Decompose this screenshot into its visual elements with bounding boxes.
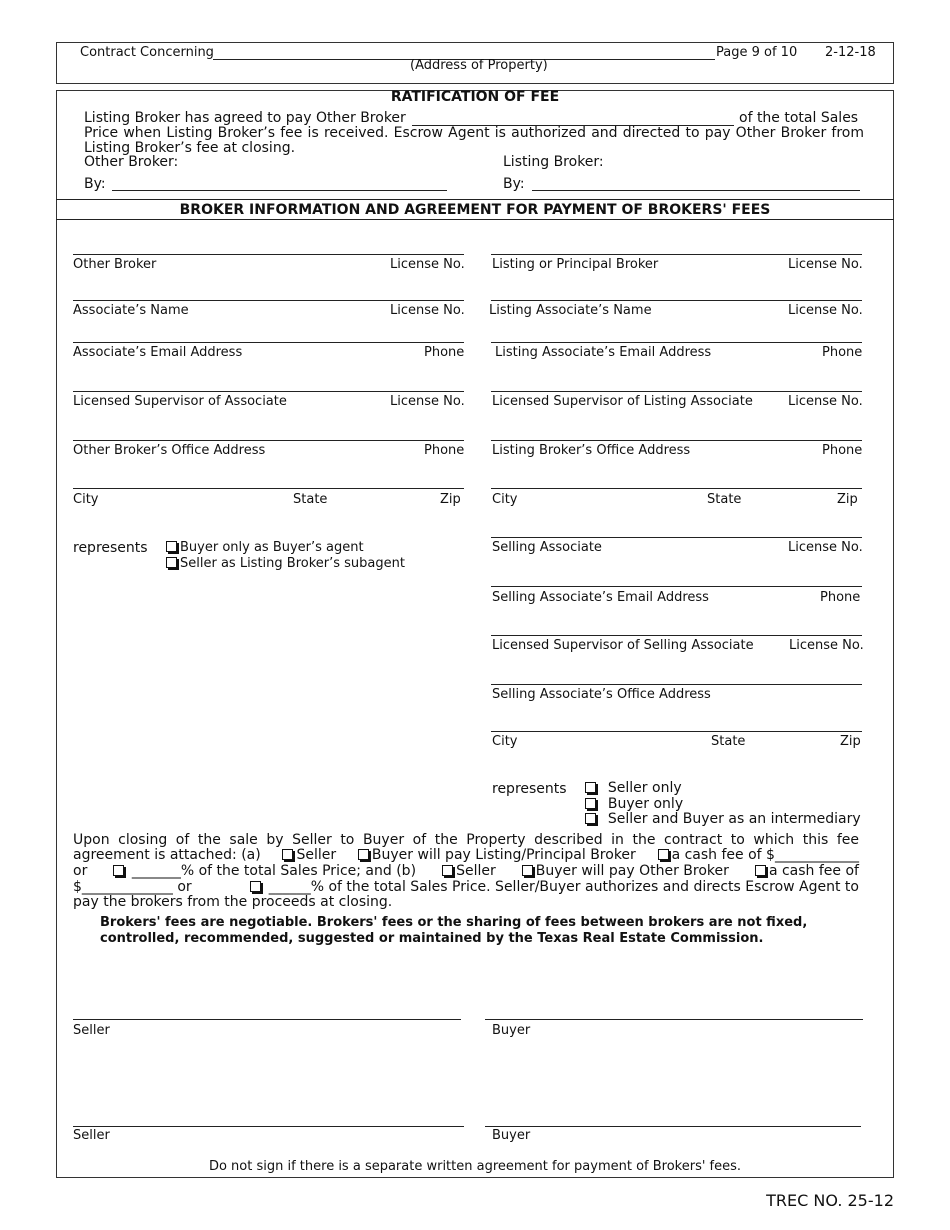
associate-phone-label: Phone — [424, 345, 465, 360]
other-broker-license-label: License No. — [390, 257, 465, 272]
agreement-line4-a: $_____________ or — [73, 879, 192, 895]
option-buyer-agent-label: Buyer only as Buyer’s agent — [180, 540, 364, 555]
selling-office-line[interactable] — [491, 684, 862, 685]
option-b-cash-fee-label: a cash fee of — [768, 863, 859, 879]
checkbox-icon[interactable] — [585, 782, 596, 793]
seller-2-label: Seller — [73, 1128, 110, 1143]
supervisor-associate-line[interactable] — [73, 391, 464, 392]
by-right-signature-line[interactable] — [532, 190, 860, 191]
checkbox-icon[interactable] — [585, 813, 596, 824]
associate-email-line[interactable] — [73, 342, 464, 343]
buyer-2-signature-line[interactable] — [485, 1126, 861, 1127]
zip-label-left: Zip — [440, 492, 461, 507]
other-broker-line[interactable] — [73, 254, 464, 255]
zip-label-right: Zip — [837, 492, 858, 507]
other-broker-office-line[interactable] — [73, 440, 464, 441]
option-b-buyer[interactable] — [522, 863, 729, 879]
option-a-buyer-label: Buyer will pay Listing/Principal Broker — [371, 847, 636, 863]
selling-associate-phone-label: Phone — [820, 590, 861, 605]
zip-label-right-2: Zip — [840, 734, 861, 749]
supervisor-listing-label: Licensed Supervisor of Listing Associate — [492, 394, 753, 409]
option-b-percent[interactable] — [250, 879, 859, 895]
selling-associate-email-label: Selling Associate’s Email Address — [492, 590, 709, 605]
listing-associate-line[interactable] — [491, 300, 862, 301]
option-a-percent-label: _______% of the total Sales Price; and (b) — [131, 863, 417, 879]
checkbox-icon[interactable] — [166, 557, 177, 568]
option-buyer-only-label: Buyer only — [607, 796, 684, 812]
trec-form-number: TREC NO. 25-12 — [766, 1191, 894, 1210]
supervisor-listing-license-label: License No. — [788, 394, 863, 409]
listing-broker-field-label: Listing or Principal Broker — [492, 257, 659, 272]
listing-associate-phone-label: Phone — [822, 345, 863, 360]
buyer-1-signature-line[interactable] — [485, 1019, 863, 1020]
supervisor-listing-line[interactable] — [491, 391, 862, 392]
option-buyer-agent[interactable] — [166, 540, 364, 555]
state-label-left: State — [293, 492, 328, 507]
option-b-cash-fee[interactable] — [755, 863, 859, 879]
seller-1-label: Seller — [73, 1023, 110, 1038]
state-label-right: State — [707, 492, 742, 507]
supervisor-associate-label: Licensed Supervisor of Associate — [73, 394, 287, 409]
listing-broker-office-label: Listing Broker’s Office Address — [492, 443, 691, 458]
represents-label-left: represents — [73, 540, 148, 556]
other-broker-office-phone-label: Phone — [424, 443, 465, 458]
option-a-cash-fee-label: a cash fee of $____________ — [671, 847, 859, 863]
selling-associate-email-line[interactable] — [491, 586, 862, 587]
listing-associate-label: Listing Associate’s Name — [489, 303, 652, 318]
do-not-sign-note: Do not sign if there is a separate written agreement for payment of Brokers' fees. — [208, 1159, 742, 1174]
agreement-line3-a: or — [73, 863, 88, 879]
option-b-buyer-label: Buyer will pay Other Broker — [535, 863, 729, 879]
city-label-right: City — [492, 492, 518, 507]
seller-2-signature-line[interactable] — [73, 1126, 464, 1127]
other-broker-office-label: Other Broker’s Office Address — [73, 443, 266, 458]
represents-label-right: represents — [492, 781, 567, 797]
checkbox-icon[interactable] — [113, 865, 124, 876]
listing-associate-license-label: License No. — [788, 303, 863, 318]
option-a-cash-fee[interactable] — [658, 847, 859, 863]
checkbox-icon[interactable] — [250, 881, 261, 892]
option-intermediary[interactable] — [585, 811, 861, 827]
supervisor-selling-label: Licensed Supervisor of Selling Associate — [492, 638, 754, 653]
listing-associate-email-label: Listing Associate’s Email Address — [495, 345, 712, 360]
supervisor-selling-line[interactable] — [491, 635, 862, 636]
agreement-line3 — [73, 863, 859, 879]
buyer-2-label: Buyer — [492, 1128, 531, 1143]
page-number: Page 9 of 10 — [716, 45, 798, 60]
divider-top-broker-info — [56, 199, 894, 200]
supervisor-associate-license-label: License No. — [390, 394, 465, 409]
seller-1-signature-line[interactable] — [73, 1019, 461, 1020]
by-left-label: By: — [84, 176, 106, 192]
option-seller-only-label: Seller only — [607, 780, 682, 796]
option-a-percent[interactable] — [113, 863, 416, 879]
option-b-seller[interactable] — [442, 863, 496, 879]
city-label-left: City — [73, 492, 99, 507]
option-b-percent-label: ______% of the total Sales Price. Seller/Buyer authorizes and directs Escrow Agent to — [268, 879, 859, 895]
ratification-title: RATIFICATION OF FEE — [390, 89, 560, 105]
selling-office-label: Selling Associate’s Office Address — [492, 687, 711, 702]
buyer-1-label: Buyer — [492, 1023, 531, 1038]
ratification-line1-end: of the total Sales — [739, 110, 859, 126]
option-intermediary-label: Seller and Buyer as an intermediary — [607, 811, 861, 827]
listing-broker-label: Listing Broker: — [503, 154, 604, 170]
option-seller-only[interactable] — [585, 780, 682, 796]
checkbox-icon[interactable] — [358, 849, 369, 860]
listing-associate-email-line[interactable] — [491, 342, 862, 343]
city-label-right-2: City — [492, 734, 518, 749]
listing-broker-line[interactable] — [491, 254, 862, 255]
agreement-line5: pay the brokers from the proceeds at closing. — [73, 894, 393, 910]
option-b-seller-label: Seller — [456, 863, 496, 879]
checkbox-icon[interactable] — [282, 849, 293, 860]
other-broker-label: Other Broker: — [84, 154, 179, 170]
agreement-line1: Upon closing of the sale by Seller to Buyer of the Property described in the contract to which this fee — [73, 832, 859, 848]
associate-email-label: Associate’s Email Address — [73, 345, 243, 360]
listing-broker-license-label: License No. — [788, 257, 863, 272]
ratification-line3: Listing Broker’s fee at closing. — [84, 140, 296, 156]
selling-associate-license-label: License No. — [788, 540, 863, 555]
agreement-line4 — [73, 879, 859, 895]
associate-name-label: Associate’s Name — [73, 303, 189, 318]
option-a-seller-label: Seller — [296, 847, 337, 863]
checkbox-icon[interactable] — [166, 541, 177, 552]
option-a-buyer[interactable] — [358, 847, 636, 863]
associate-name-line[interactable] — [73, 300, 464, 301]
supervisor-selling-license-label: License No. — [789, 638, 864, 653]
associate-license-label: License No. — [390, 303, 465, 318]
option-buyer-only[interactable] — [585, 796, 683, 812]
ratification-line1-start: Listing Broker has agreed to pay Other Broker — [84, 110, 406, 126]
selling-city-line[interactable] — [491, 731, 862, 732]
option-a-seller[interactable] — [282, 847, 336, 863]
address-caption: (Address of Property) — [410, 58, 548, 73]
listing-broker-office-phone-label: Phone — [822, 443, 863, 458]
agreement-line2-a: agreement is attached: (a) — [73, 847, 261, 863]
option-seller-subagent-label: Seller as Listing Broker’s subagent — [180, 556, 405, 571]
ratification-line2: Price when Listing Broker’s fee is received. Escrow Agent is authorized and directed to pay Other Broker from — [84, 125, 864, 141]
broker-info-title: BROKER INFORMATION AND AGREEMENT FOR PAYMENT OF BROKERS' FEES — [179, 202, 771, 218]
divider-bottom-broker-info — [56, 219, 894, 220]
checkbox-icon[interactable] — [442, 865, 453, 876]
agreement-line2 — [73, 847, 859, 863]
other-broker-city-line[interactable] — [73, 488, 464, 489]
form-date: 2-12-18 — [825, 45, 876, 60]
fees-negotiable-notice: Brokers' fees are negotiable. Brokers' fees or the sharing of fees between brokers are not fixed, controlled, recommended, suggested or maintained by the Texas Real Estate Commission. — [100, 915, 808, 946]
listing-broker-office-line[interactable] — [491, 440, 862, 441]
selling-associate-label: Selling Associate — [492, 540, 602, 555]
contract-concerning-label: Contract Concerning — [80, 45, 214, 60]
by-right-label: By: — [503, 176, 525, 192]
checkbox-icon[interactable] — [522, 865, 533, 876]
state-label-right-2: State — [711, 734, 746, 749]
listing-broker-city-line[interactable] — [491, 488, 862, 489]
by-left-signature-line[interactable] — [112, 190, 447, 191]
option-seller-subagent[interactable] — [166, 556, 405, 571]
other-broker-field-label: Other Broker — [73, 257, 157, 272]
checkbox-icon[interactable] — [755, 865, 766, 876]
selling-associate-line[interactable] — [491, 537, 862, 538]
checkbox-icon[interactable] — [658, 849, 669, 860]
checkbox-icon[interactable] — [585, 798, 596, 809]
